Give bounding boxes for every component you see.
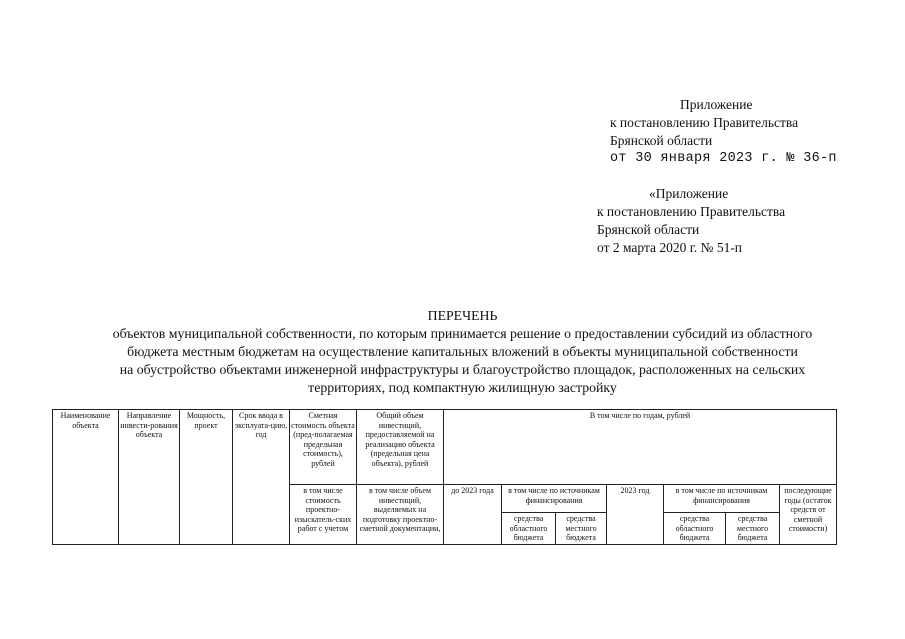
header-commissioning-term: Срок ввода в эксплуата-цию, год [233, 410, 290, 545]
appendix-new-line1: к постановлению Правительства [610, 115, 799, 130]
header-cost-design-works: в том числе стоимость проектно-изыскатель-ских работ с учетом [290, 485, 357, 545]
header-regional-budget-1: средства областного бюджета [502, 513, 556, 545]
appendix-new-title: Приложение [680, 97, 753, 112]
appendix-old-block [597, 185, 785, 257]
appendix-old-line3: от 2 марта 2020 г. № 51-п [597, 240, 743, 255]
heading-line3: на обустройство объектами инженерной инфраструктуры и благоустройство площадок, расположенных на сельских [119, 362, 806, 377]
appendix-old-line1: к постановлению Правительства [597, 204, 786, 219]
heading-line4: территориях, под компактную жилищную застройку [308, 380, 617, 395]
appendix-old-line2: Брянской области [597, 222, 700, 237]
header-later-years: последующие годы (остаток средств от сметной стоимости) [780, 485, 837, 545]
header-sources-before-2023: в том числе по источникам финансирования [502, 485, 607, 513]
header-total-design-docs: в том числе объем инвестиций, выделяемых на подготовку проектно-сметной документации, [357, 485, 444, 545]
document-heading [40, 307, 885, 397]
objects-table [52, 409, 837, 545]
appendix-old-title: «Приложение [649, 186, 729, 201]
header-by-years: В том числе по годам, рублей [444, 410, 837, 485]
appendix-new-line2: Брянской области [610, 133, 713, 148]
heading-line1: объектов муниципальной собственности, по которым принимается решение о предоставлении субсидий из областного [112, 326, 813, 341]
heading-title: ПЕРЕЧЕНЬ [427, 308, 498, 323]
header-direction: Направление инвести-рования объекта [119, 410, 180, 545]
appendix-new-block [610, 96, 837, 168]
header-regional-budget-2: средства областного бюджета [664, 513, 726, 545]
header-object-name: Наименование объекта [53, 410, 119, 545]
header-local-budget-1: средства местного бюджета [556, 513, 607, 545]
header-sources-2023: в том числе по источникам финансирования [664, 485, 780, 513]
appendix-new-line3: от 30 января 2023 г. № 36-п [610, 151, 837, 166]
header-year-2023: 2023 год [607, 485, 664, 545]
header-estimated-cost: Сметная стоимость объекта (пред-полагаемая предельная стоимость), рублей [290, 410, 357, 485]
header-capacity: Мощность, проект [180, 410, 233, 545]
header-before-2023: до 2023 года [444, 485, 502, 545]
header-total-investment: Общий объем инвестиций, предоставляемой на реализацию объекта (предельная цена объекта), рублей [357, 410, 444, 485]
heading-line2: бюджета местным бюджетам на осуществление капитальных вложений в объекты муниципальной собственности [127, 344, 798, 359]
header-local-budget-2: средства местного бюджета [726, 513, 780, 545]
